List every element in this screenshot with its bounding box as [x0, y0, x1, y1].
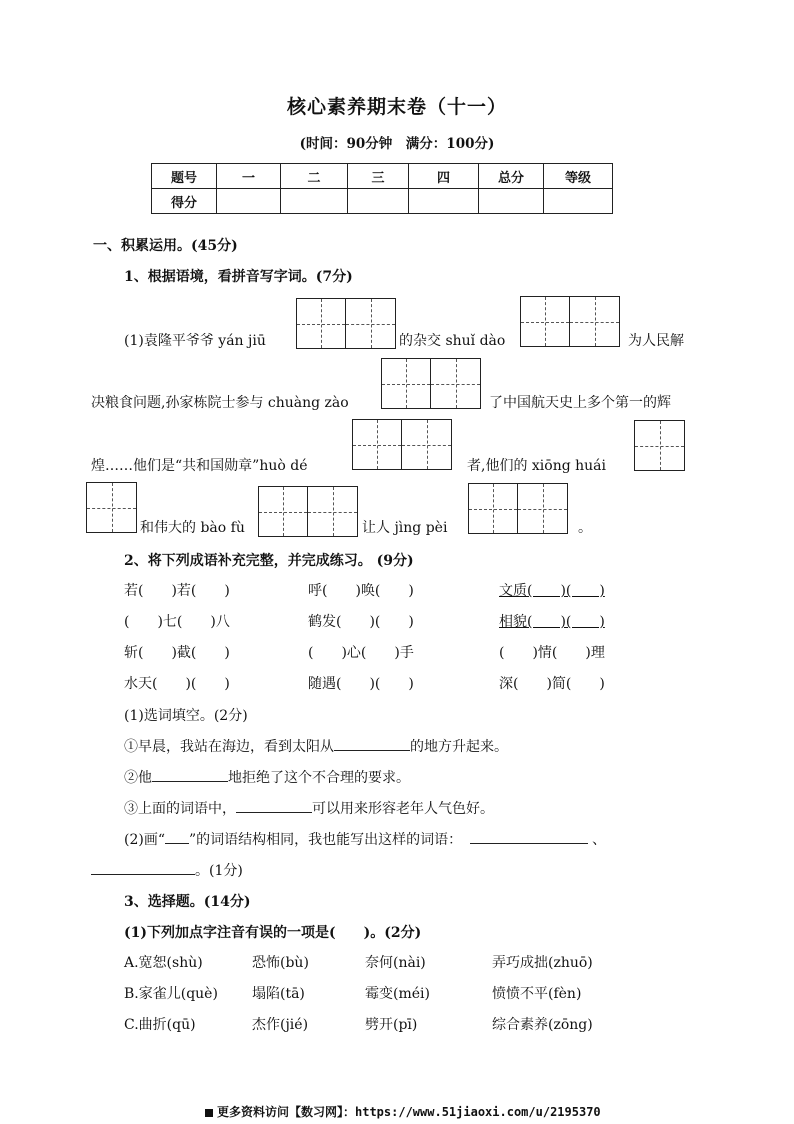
q2-sub2-line	[124, 829, 606, 849]
answer-blank[interactable]	[334, 736, 410, 751]
idiom-item: ( )七( )八	[124, 614, 230, 630]
q2-sub1-item-3	[124, 798, 494, 818]
score-header-cell: 总分	[479, 164, 544, 189]
idiom-item: ( )心( )手	[308, 645, 414, 661]
q1-line3-a: 煌……他们是“共和国勋章”huò dé	[91, 458, 308, 474]
q2-sub2-line2	[91, 860, 243, 880]
section1-title: 一、积累运用。(45分)	[93, 238, 238, 254]
option-item: 愤愤不平(fèn)	[492, 986, 582, 1002]
sentence-text: 的地方升起来。	[410, 739, 508, 755]
sentence-text: ①早晨，我站在海边，看到太阳从	[124, 739, 334, 755]
pinyin-answer-grid[interactable]	[468, 483, 568, 534]
score-table-header-row	[152, 164, 613, 189]
pinyin-answer-grid[interactable]	[520, 296, 620, 347]
option-item: 恐怖(bù)	[252, 955, 309, 971]
q3-title: 3、选择题。(14分)	[124, 894, 251, 910]
idiom-item: 深( )简( )	[499, 676, 605, 692]
score-cell[interactable]	[409, 189, 479, 214]
q1-line2-b: 了中国航天史上多个第一的辉	[489, 395, 671, 411]
option-item: B.家雀儿(què)	[124, 986, 218, 1002]
idiom-item: ( )情( )理	[499, 645, 605, 661]
pinyin-answer-grid[interactable]	[258, 486, 358, 537]
q1-line4-c: 。	[578, 520, 592, 536]
q1-line1-b: 的杂交 shuǐ dào	[399, 333, 506, 349]
idiom-item: 呼( )唤( )	[308, 583, 414, 599]
option-item: 塌陷(tā)	[252, 986, 305, 1002]
idiom-item: 水天( )( )	[124, 676, 230, 692]
pinyin-answer-grid[interactable]	[634, 420, 685, 471]
pinyin-answer-grid[interactable]	[296, 298, 396, 349]
sentence-text: 。(1分)	[195, 863, 243, 879]
option-item: 奈何(nài)	[365, 955, 426, 971]
sentence-text: ②他	[124, 770, 152, 786]
option-item: 杰作(jié)	[252, 1017, 309, 1033]
q1-line1-a: (1)袁隆平爷爷 yán jiū	[124, 333, 266, 349]
footer-link[interactable]	[205, 1103, 601, 1120]
answer-blank[interactable]	[470, 829, 588, 844]
answer-blank[interactable]	[152, 767, 228, 782]
score-header-cell: 等级	[544, 164, 613, 189]
page-subtitle: (时间：90分钟 满分：100分)	[299, 136, 495, 152]
score-header-cell: 三	[348, 164, 409, 189]
sentence-text: ③上面的词语中，	[124, 801, 236, 817]
idiom-item-underlined: 相貌( )( )	[499, 614, 605, 630]
score-table	[151, 163, 613, 214]
footer-text: 更多资料访问【数习网】：https://www.51jiaoxi.com/u/2195370	[217, 1105, 601, 1119]
option-item: 弄巧成拙(zhuō)	[492, 955, 593, 971]
score-row-label: 得分	[152, 189, 217, 214]
underline-sample	[165, 829, 189, 844]
q1-title: 1、根据语境，看拼音写字词。(7分)	[124, 269, 353, 285]
score-table-score-row	[152, 189, 613, 214]
score-cell[interactable]	[479, 189, 544, 214]
answer-blank[interactable]	[236, 798, 312, 813]
answer-blank[interactable]	[91, 860, 195, 875]
q1-line2-a: 决粮食问题,孙家栋院士参与 chuàng zào	[91, 395, 349, 411]
option-item: C.曲折(qū)	[124, 1017, 196, 1033]
score-header-cell: 题号	[152, 164, 217, 189]
score-cell[interactable]	[217, 189, 281, 214]
pinyin-answer-grid[interactable]	[381, 358, 481, 409]
idiom-item: 斩( )截( )	[124, 645, 230, 661]
q1-line4-a: 和伟大的 bào fù	[140, 520, 245, 536]
q1-line1-c: 为人民解	[628, 333, 684, 349]
option-item: A.宽恕(shù)	[124, 955, 203, 971]
page-title: 核心素养期末卷（十一）	[286, 96, 507, 118]
q2-title: 2、将下列成语补充完整，并完成练习。 (9分)	[124, 553, 414, 569]
pinyin-answer-grid[interactable]	[352, 419, 452, 470]
score-header-cell: 一	[217, 164, 281, 189]
idiom-item: 鹤发( )( )	[308, 614, 414, 630]
score-header-cell: 二	[281, 164, 348, 189]
flag-icon	[205, 1109, 213, 1117]
sentence-text: 、	[592, 832, 607, 848]
score-cell[interactable]	[281, 189, 348, 214]
idiom-item-underlined: 文质( )( )	[499, 583, 605, 599]
pinyin-answer-grid[interactable]	[86, 482, 137, 533]
option-item: 综合素养(zōng)	[492, 1017, 593, 1033]
score-header-cell: 四	[409, 164, 479, 189]
score-cell[interactable]	[348, 189, 409, 214]
idiom-item: 若( )若( )	[124, 583, 230, 599]
q2-sub1-item-2	[124, 767, 410, 787]
q2-sub1-item-1	[124, 736, 508, 756]
sentence-text: 地拒绝了这个不合理的要求。	[228, 770, 410, 786]
q2-sub1-title: (1)选词填空。(2分)	[124, 708, 248, 724]
score-cell[interactable]	[544, 189, 613, 214]
sentence-text: ”的词语结构相同，我也能写出这样的词语：	[189, 832, 463, 848]
option-item: 劈开(pī)	[365, 1017, 418, 1033]
q3-sub1: (1)下列加点字注音有误的一项是( )。(2分)	[124, 925, 422, 941]
q1-line3-b: 者,他们的 xiōng huái	[467, 458, 606, 474]
idiom-item: 随遇( )( )	[308, 676, 414, 692]
sentence-text: 可以用来形容老年人气色好。	[312, 801, 494, 817]
sentence-text: (2)画“	[124, 832, 165, 848]
option-item: 霉变(méi)	[365, 986, 430, 1002]
q1-line4-b: 让人 jìng pèi	[362, 520, 448, 536]
